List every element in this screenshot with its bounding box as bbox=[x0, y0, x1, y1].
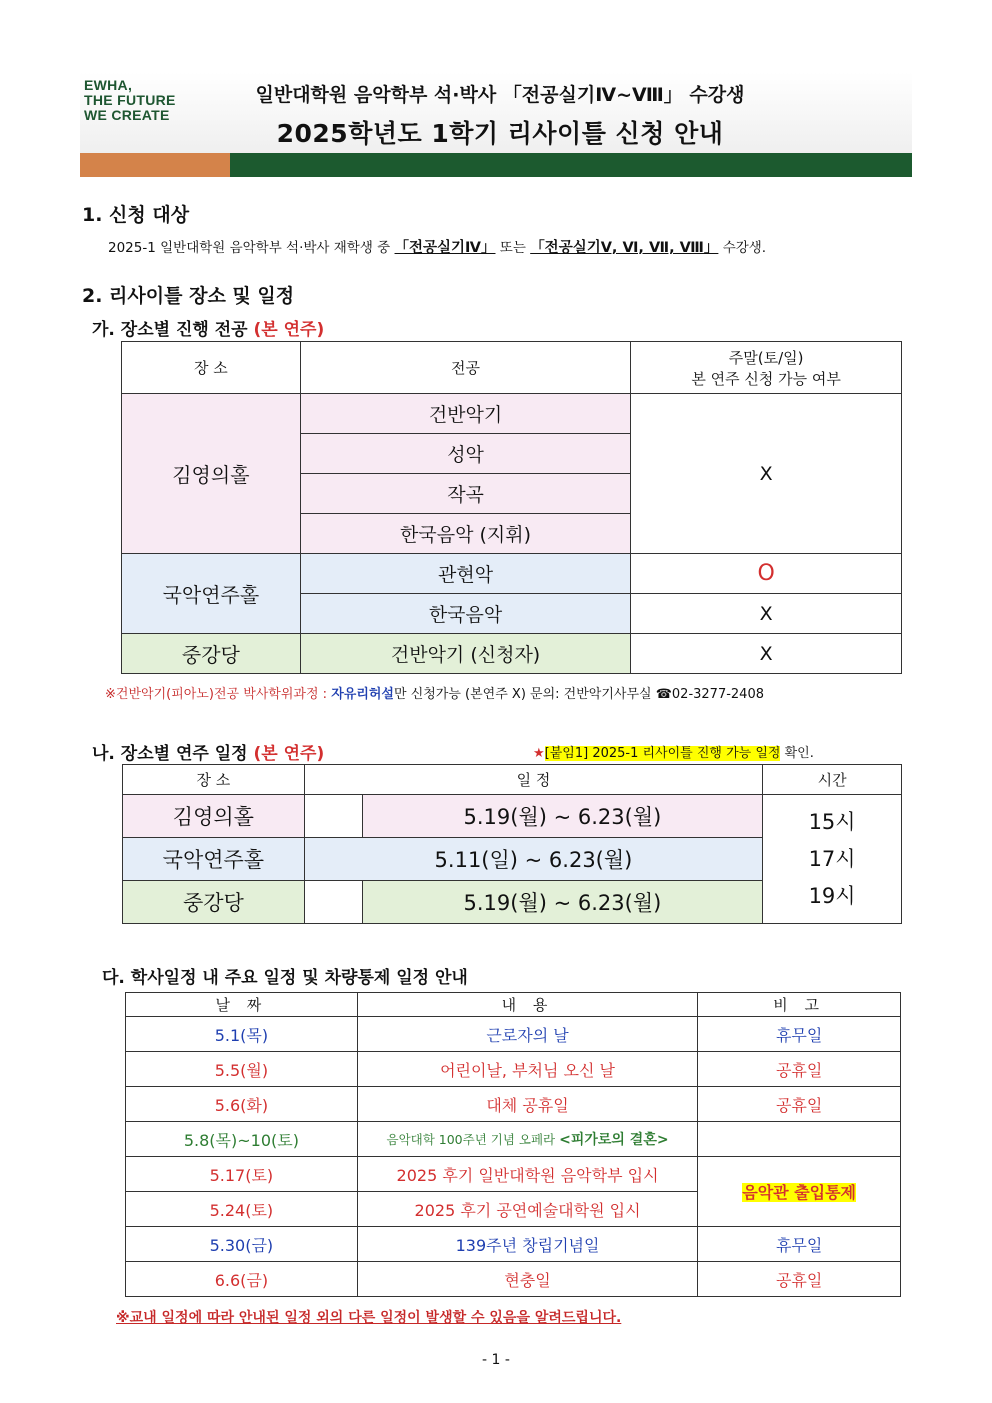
venue-cell: 중강당 bbox=[123, 881, 305, 924]
date-cell: 5.24(토) bbox=[126, 1192, 358, 1227]
content-cell: 근로자의 날 bbox=[357, 1017, 697, 1052]
major-cell: 관현악 bbox=[300, 554, 631, 594]
ewha-logo bbox=[84, 78, 176, 123]
major-cell: 한국음악 (지휘) bbox=[300, 514, 631, 554]
period-cell: 5.11(일) ~ 6.23(월) bbox=[304, 838, 762, 881]
availability-cell: O bbox=[631, 554, 902, 594]
note-cell: 휴무일 bbox=[698, 1017, 901, 1052]
logo-line: WE CREATE bbox=[84, 107, 170, 123]
content-cell bbox=[357, 1122, 697, 1157]
opera-title: <피가로의 결혼> bbox=[559, 1132, 669, 1148]
content-cell: 2025 후기 일반대학원 음악학부 입시 bbox=[357, 1157, 697, 1192]
note-mark: ※건반악기(피아노)전공 박사학위과정 : bbox=[105, 687, 328, 702]
table-header: 비 고 bbox=[698, 993, 901, 1017]
venue-cell: 국악연주홀 bbox=[123, 838, 305, 881]
note-cell bbox=[698, 1122, 901, 1157]
major-cell: 건반악기 bbox=[300, 394, 631, 434]
table-header: 내 용 bbox=[357, 993, 697, 1017]
content-cell: 대체 공휴일 bbox=[357, 1087, 697, 1122]
period-cell: 5.19(월) ~ 6.23(월) bbox=[362, 881, 763, 924]
availability-cell: X bbox=[631, 634, 902, 674]
availability-cell: X bbox=[631, 594, 902, 634]
schedule-table bbox=[122, 764, 902, 924]
access-control-note: 음악관 출입통제 bbox=[742, 1183, 857, 1202]
date-cell: 5.5(월) bbox=[126, 1052, 358, 1087]
page-header bbox=[80, 72, 912, 177]
date-cell: 5.30(금) bbox=[126, 1227, 358, 1262]
table-header: 시간 bbox=[763, 765, 902, 795]
availability-cell: X bbox=[631, 394, 902, 554]
section2-heading: 2. 리사이틀 장소 및 일정 bbox=[82, 285, 295, 307]
venue-cell: 김영의홀 bbox=[122, 394, 301, 554]
date-cell: 5.1(목) bbox=[126, 1017, 358, 1052]
major-cell: 작곡 bbox=[300, 474, 631, 514]
section1-text bbox=[108, 236, 766, 257]
content-cell: 2025 후기 공연예술대학원 입시 bbox=[357, 1192, 697, 1227]
subsection-highlight: (본 연주) bbox=[253, 744, 325, 764]
note-cell: 휴무일 bbox=[698, 1227, 901, 1262]
note-highlight: 자유리허설 bbox=[331, 687, 394, 702]
date-cell: 5.6(화) bbox=[126, 1087, 358, 1122]
period-cell: 5.19(월) ~ 6.23(월) bbox=[362, 795, 763, 838]
table-header: 일 정 bbox=[304, 765, 762, 795]
table-header bbox=[631, 342, 902, 394]
page-title: 2025학년도 1학기 리사이틀 신청 안내 bbox=[276, 119, 724, 148]
course-a: 「전공실기Ⅳ」 bbox=[394, 240, 496, 256]
subsection-c-heading: 다. 학사일정 내 주요 일정 및 차량통제 일정 안내 bbox=[102, 968, 468, 988]
venue-cell: 김영의홀 bbox=[123, 795, 305, 838]
time-slot: 15시 bbox=[808, 809, 856, 834]
time-slot: 19시 bbox=[808, 883, 856, 908]
contact-info: 문의: 건반악기사무실 ☎02-3277-2408 bbox=[530, 687, 764, 702]
target-text: 2025-1 일반대학원 음악학부 석·박사 재학생 중 bbox=[108, 240, 391, 256]
venue-major-table bbox=[121, 341, 902, 674]
major-cell: 성악 bbox=[300, 434, 631, 474]
note-cell: 공휴일 bbox=[698, 1052, 901, 1087]
table-header: 장 소 bbox=[123, 765, 305, 795]
attachment-suffix: 확인. bbox=[780, 746, 814, 761]
course-b: 「전공실기Ⅴ, Ⅵ, Ⅶ, Ⅷ」 bbox=[530, 240, 719, 256]
date-cell: 5.17(토) bbox=[126, 1157, 358, 1192]
empty-cell bbox=[304, 795, 362, 838]
content-cell: 현충일 bbox=[357, 1262, 697, 1297]
venue-cell: 중강당 bbox=[122, 634, 301, 674]
table-header: 전공 bbox=[300, 342, 631, 394]
table-header: 날 짜 bbox=[126, 993, 358, 1017]
subsection-a-heading bbox=[92, 315, 324, 340]
date-cell: 5.8(목)~10(토) bbox=[126, 1122, 358, 1157]
header-bar-orange bbox=[80, 153, 230, 177]
empty-cell bbox=[304, 881, 362, 924]
logo-line: EWHA, bbox=[84, 77, 133, 93]
piano-note bbox=[105, 683, 764, 702]
section1-heading: 1. 신청 대상 bbox=[82, 204, 190, 226]
target-text: 수강생. bbox=[722, 240, 767, 256]
note-text: 만 신청가능 (본연주 X) bbox=[394, 687, 531, 702]
attachment-note bbox=[533, 742, 814, 761]
note-cell: 공휴일 bbox=[698, 1087, 901, 1122]
header-line: 주말(토/일) bbox=[728, 348, 804, 367]
header-bar-green bbox=[230, 153, 912, 177]
schedule-disclaimer: ※교내 일정에 따라 안내된 일정 외의 다른 일정이 발생할 수 있음을 알려드립니다. bbox=[116, 1310, 622, 1326]
star-icon: ★ bbox=[533, 746, 545, 761]
subsection-b-heading bbox=[92, 739, 324, 764]
subsection-label: 가. 장소별 진행 전공 bbox=[92, 320, 248, 340]
date-cell: 6.6(금) bbox=[126, 1262, 358, 1297]
subsection-highlight: (본 연주) bbox=[253, 320, 325, 340]
content-cell: 139주년 창립기념일 bbox=[357, 1227, 697, 1262]
venue-cell: 국악연주홀 bbox=[122, 554, 301, 634]
header-subtitle: 일반대학원 음악학부 석·박사 「전공실기Ⅳ~Ⅷ」 수강생 bbox=[255, 84, 745, 106]
content-text: 음악대학 100주년 기념 오페라 bbox=[386, 1132, 556, 1147]
page-number: - 1 - bbox=[482, 1352, 510, 1368]
academic-calendar-table bbox=[125, 992, 901, 1297]
time-cell bbox=[763, 795, 902, 924]
attachment-text: [붙임1] 2025-1 리사이틀 진행 가능 일정 bbox=[544, 746, 781, 761]
subsection-label: 나. 장소별 연주 일정 bbox=[92, 744, 248, 764]
target-text: 또는 bbox=[499, 240, 526, 256]
major-cell: 건반악기 (신청자) bbox=[300, 634, 631, 674]
table-header: 장 소 bbox=[122, 342, 301, 394]
note-cell bbox=[698, 1157, 901, 1227]
logo-line: THE FUTURE bbox=[84, 92, 176, 108]
header-line: 본 연주 신청 가능 여부 bbox=[691, 369, 841, 388]
note-cell: 공휴일 bbox=[698, 1262, 901, 1297]
major-cell: 한국음악 bbox=[300, 594, 631, 634]
time-slot: 17시 bbox=[808, 846, 856, 871]
content-cell: 어린이날, 부처님 오신 날 bbox=[357, 1052, 697, 1087]
